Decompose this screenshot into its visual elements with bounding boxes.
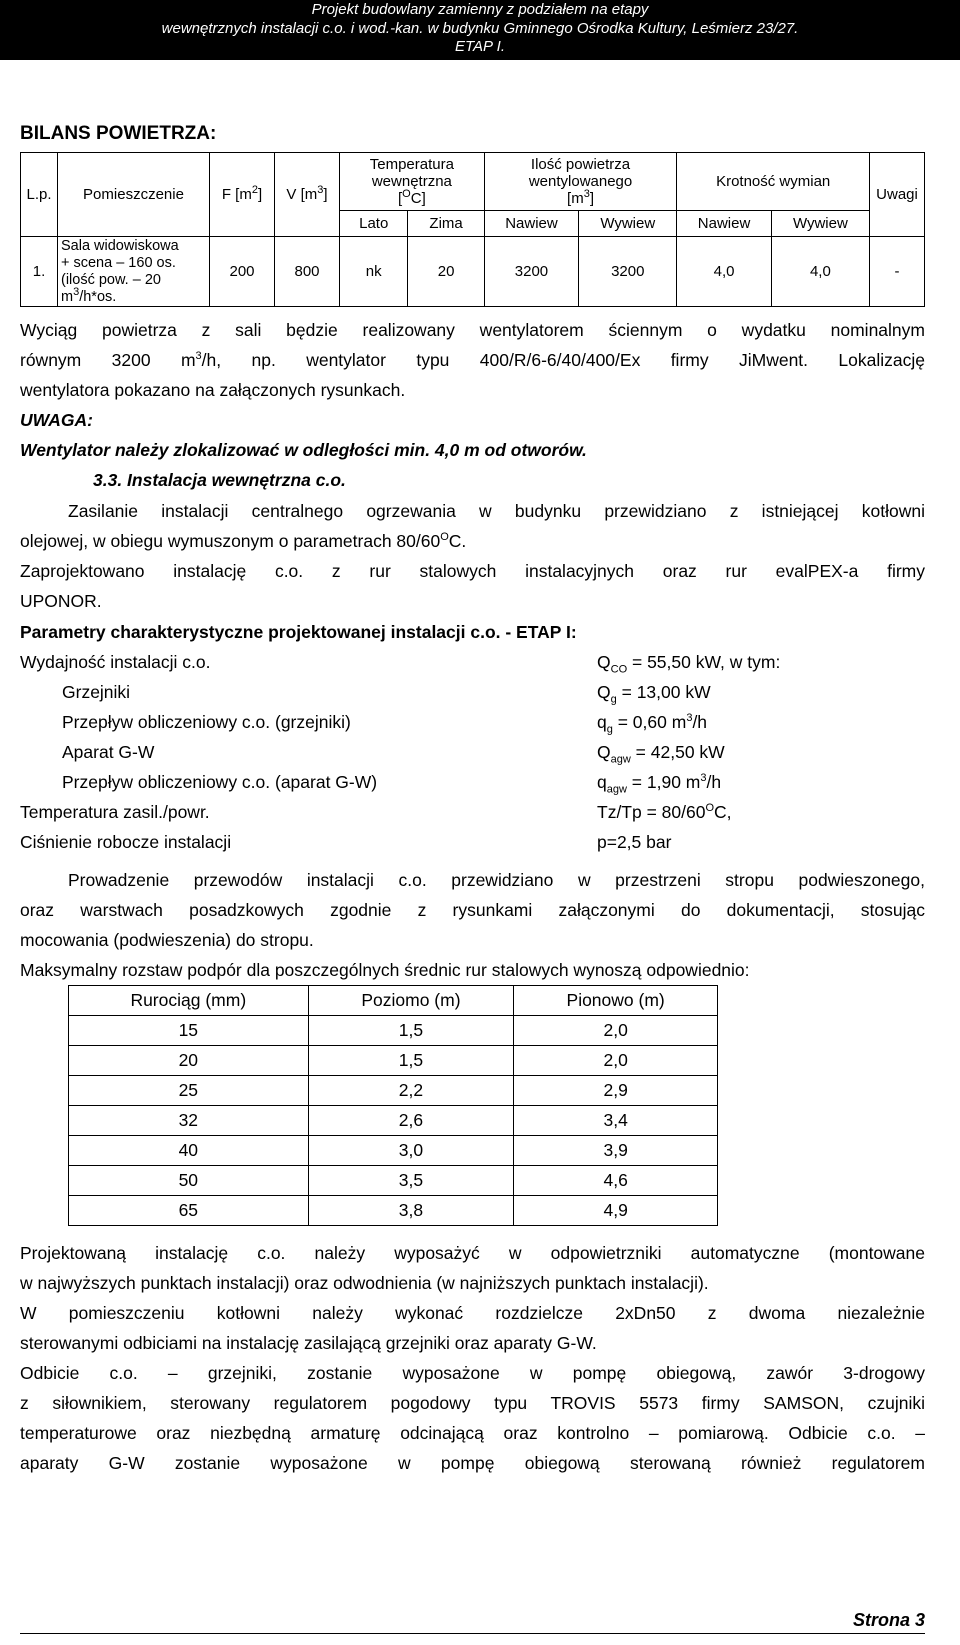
sub-wywiew-2: Wywiew [771,211,869,237]
pipe-support-table [68,985,718,1226]
room-name-cell: Sala widowiskowa + scena – 160 os. (ilość pow. – 20 $m^3/h*os$. [58,237,210,307]
paragraph-routing-line-3: mocowania (podwieszenia) do stropu. [20,930,314,950]
paragraph-vents-line-2: w najwyższych punktach instalacji) oraz odwodnienia (w najniższych punktach instalacji). [20,1273,709,1293]
sub-lato: Lato [340,211,408,237]
paragraph-branch-line-3: temperaturowe oraz niezbędną armaturę odcinającą oraz kontrolno – pomiarową. Odbicie c.o. – [20,1423,925,1443]
paragraph-fan-line-3: wentylatora pokazano na załączonych rysunkach. [20,380,406,400]
col-area-header: F $[m^2]$ [210,153,275,237]
col-pipe-header: Rurociąg (mm) [69,986,309,1016]
paragraph-pipes-line-2: UPONOR. [20,591,102,611]
col-room-header: Pomieszczenie [58,153,210,237]
col-horizontal-header: Poziomo (m) [308,986,514,1016]
col-temp-header: Temperatura wewnętrzna [$^O$C] [340,153,485,211]
param-label: Wydajność instalacji c.o. [20,652,211,672]
table-header-row [69,986,718,1016]
paragraph-boiler-line-2: sterowanymi odbiciami na instalację zasilającą grzejniki oraz aparaty G-W. [20,1333,597,1353]
param-label: Przepływ obliczeniowy c.o. (aparat G-W) [62,772,378,792]
col-vertical-header: Pionowo (m) [514,986,718,1016]
section-heading: 3.3. Instalacja wewnętrzna c.o. [93,470,346,490]
paragraph-supply-line-1: Zasilanie instalacji centralnego ogrzewania w budynku przewidziano z istniejącej kotłowni [68,501,925,521]
col-air-header: Ilość powietrza wentylowanego $[m^3]$ [484,153,677,211]
paragraph-routing-line-2: oraz warstwach posadzkowych zgodnie z rysunkami załączonymi do dokumentacji, stosując [20,900,925,920]
footer-divider [20,1633,925,1634]
param-value: $Tz/Tp = 80/60^OC$, [597,802,732,822]
col-notes-header: Uwagi [870,153,925,237]
header-line-1: Projekt budowlany zamienny z podziałem na etapy [311,1,649,18]
paragraph-fan-line-2: równym 3200 $m^3/h$, np. wentylator typu 400/R/6-6/40/400/Ex firmy JiMwent. Lokalizację [20,350,925,370]
col-exchange-header: Krotność wymian [677,153,870,211]
param-label: Ciśnienie robocze instalacji [20,832,232,852]
table-row: 40 3,0 3,9 [69,1136,718,1166]
params-title: Parametry charakterystyczne projektowanej instalacji c.o. - ETAP I: [20,622,577,642]
paragraph-boiler-line-1: W pomieszczeniu kotłowni należy wykonać rozdzielcze 2xDn50 z dwoma niezależnie [20,1303,925,1323]
param-value: p=2,5 bar [597,832,672,852]
header-line-2: wewnętrznych instalacji c.o. i wod.-kan. w budynku Gminnego Ośrodka Kultury, Leśmierz 23/27. [161,19,799,37]
param-label: Grzejniki [62,682,131,702]
table-row: 1. Sala widowiskowa + scena – 160 os. (ilość pow. – 20 $m^3/h*os$. 200 800 nk 20 3200 3200 4,0 4,0 - [21,237,925,307]
table-row: 50 3,5 4,6 [69,1166,718,1196]
sub-nawiew-2: Nawiew [677,211,771,237]
table-row: 25 2,2 2,9 [69,1076,718,1106]
param-value: $Q_{CO} = 55,50$ kW, w tym: [597,652,781,676]
paragraph-fan-line-1: Wyciąg powietrza z sali będzie realizowany wentylatorem ściennym o wydatku nominalnym [20,320,925,340]
document-header [0,0,960,60]
col-volume-header: V $[m^3]$ [275,153,340,237]
paragraph-branch-line-2: z siłownikiem, sterowany regulatorem pogodowy typu TROVIS 5573 firmy SAMSON, czujniki [20,1393,925,1413]
table-row: 32 2,6 3,4 [69,1106,718,1136]
page-number: Strona 3 [852,1610,925,1630]
table-row: 15 1,5 2,0 [69,1016,718,1046]
paragraph-branch-line-1: Odbicie c.o. – grzejniki, zostanie wyposażone w pompę obiegową, zawór 3-drogowy [20,1363,925,1383]
sub-zima: Zima [408,211,484,237]
col-lp-header: L.p. [21,153,58,237]
param-value: $q_{agw} = 1,90$ $m^3/h$ [597,772,722,796]
table-row: 20 1,5 2,0 [69,1046,718,1076]
paragraph-pipes-line-1: Zaprojektowano instalację c.o. z rur stalowych instalacyjnych oraz rur evalPEX-a firmy [20,561,925,581]
warning-text: Wentylator należy zlokalizować w odległości min. 4,0 m od otworów. [20,440,587,460]
param-value: $q_g = 0,60$ $m^3/h$ [597,712,708,736]
paragraph-supply-line-2: olejowej, w obiegu wymuszonym o parametrach $80/60^OC$. [20,531,467,551]
sub-wywiew: Wywiew [579,211,677,237]
header-line-3: ETAP I. [454,38,505,55]
paragraph-branch-line-4: aparaty G-W zostanie wyposażone w pompę obiegową sterowaną również regulatorem [20,1453,925,1473]
param-value: $Q_{agw} = 42,50$ kW [597,742,725,766]
air-balance-title: BILANS POWIETRZA: [20,123,217,144]
param-label: Aparat G-W [62,742,155,762]
param-label: Przepływ obliczeniowy c.o. (grzejniki) [62,712,351,732]
warning-label: UWAGA: [20,410,93,430]
paragraph-routing-line-1: Prowadzenie przewodów instalacji c.o. przewidziano w przestrzeni stropu podwieszonego, [68,870,925,890]
param-label: Temperatura zasil./powr. [20,802,210,822]
sub-nawiew: Nawiew [484,211,578,237]
air-balance-table [20,152,925,307]
param-value: $Q_g = 13,00$ kW [597,682,711,706]
paragraph-vents-line-1: Projektowaną instalację c.o. należy wyposażyć w odpowietrzniki automatyczne (montowane [20,1243,925,1263]
table-row: 65 3,8 4,9 [69,1196,718,1226]
paragraph-supports: Maksymalny rozstaw podpór dla poszczególnych średnic rur stalowych wynoszą odpowiednio: [20,960,750,980]
